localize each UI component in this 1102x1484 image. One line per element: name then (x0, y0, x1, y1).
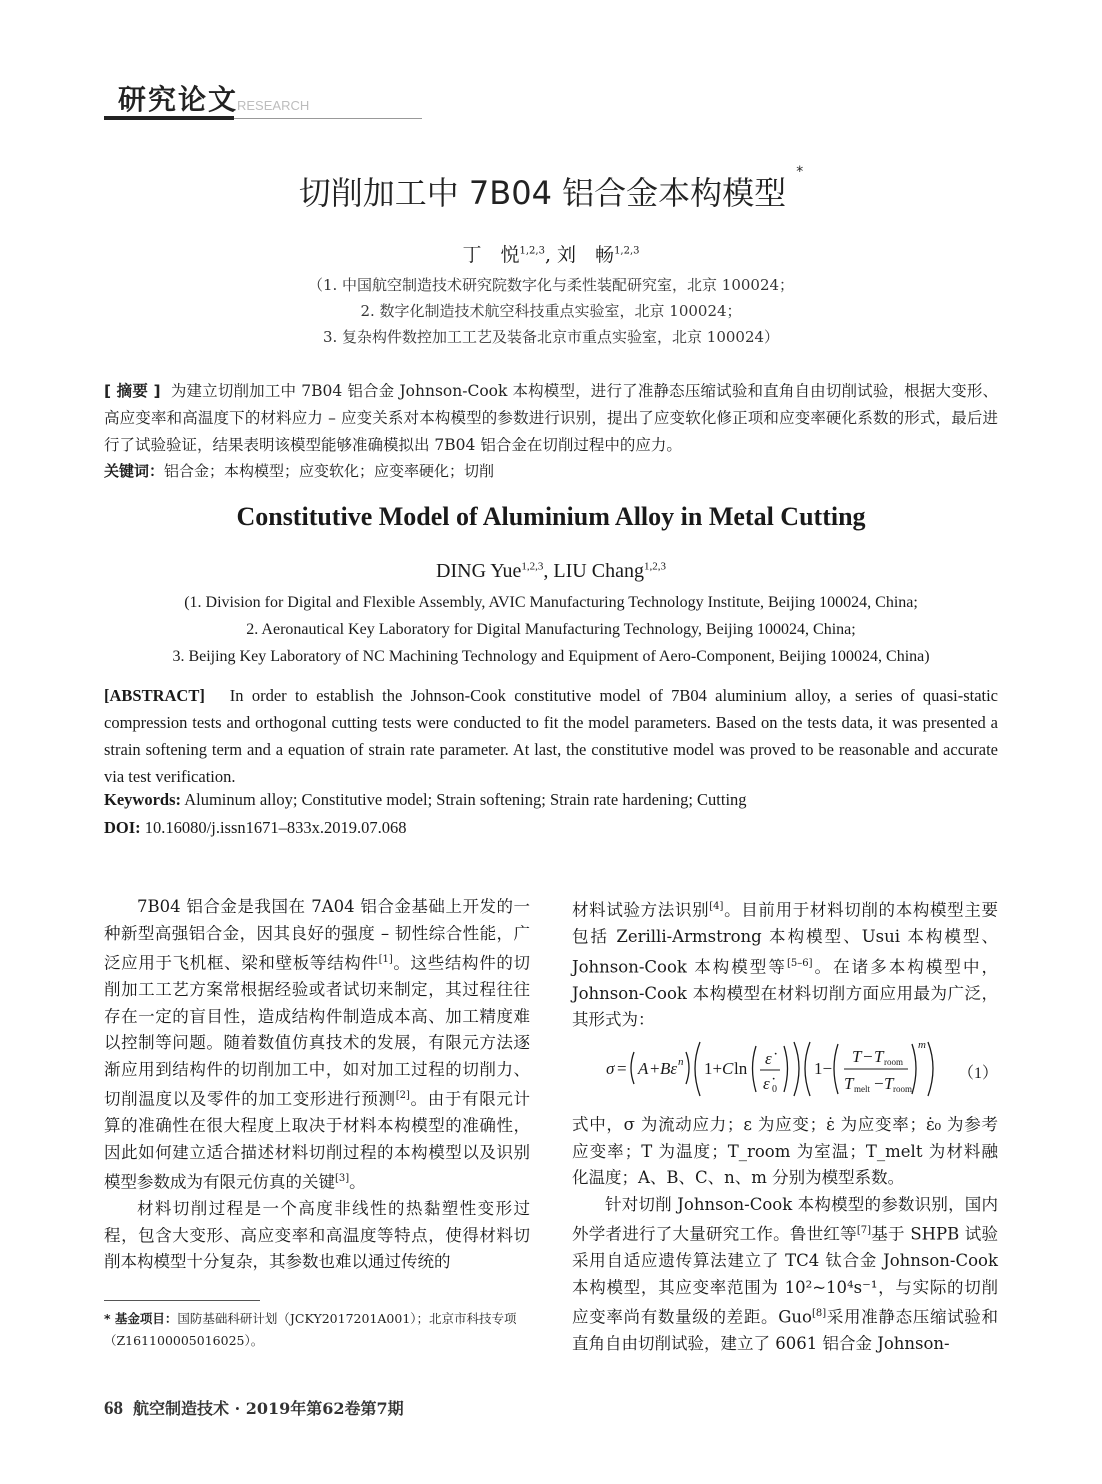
body-paragraph (104, 894, 530, 1196)
svg-text:C: C (722, 1059, 734, 1078)
fund-label: * 基金项目： (104, 1311, 178, 1326)
body-text: 基于 SHPB 试验采用自适应遗传算法建立了 TC4 钛合金 Johnson-Cook 本构模型，其应变率范围为 10²~10⁴s⁻¹，与实际的切削应变率尚有数量级的差距。Guo (572, 1224, 998, 1327)
svg-text:−: − (863, 1047, 873, 1066)
keywords-label-cn: 关键词： (104, 462, 165, 480)
body-paragraph: 式中，σ 为流动应力；ε 为应变；ε̇ 为应变率；ε̇₀ 为参考应变率；T 为温度；T_room 为室温；T_melt 为材料融化温度；A、B、C、n、m 分别为模型系数。 (572, 1115, 998, 1187)
svg-text:σ: σ (606, 1059, 615, 1078)
body-text: 。由于有限元计算的准确性在很大程度上取决于材料本构模型的准确性，因此如何建立适合描述材料切削过程的本构模型以及识别模型参数成为有限元仿真的关键 (104, 1089, 531, 1192)
svg-text:room: room (884, 1057, 903, 1067)
svg-text:ε̇: ε̇ (763, 1074, 770, 1093)
author-name-en: DING Yue (436, 560, 522, 582)
citation: [4] (709, 901, 724, 912)
svg-text:=: = (617, 1059, 627, 1078)
svg-text:0: 0 (772, 1084, 777, 1095)
affiliation-en-1: (1. Division for Digital and Flexible Assembly, AVIC Manufacturing Technology Institute, Beijing 100024, China; (184, 594, 918, 611)
page-footer (104, 1396, 404, 1420)
keywords-label-en: Keywords: (104, 790, 181, 809)
body-left-column (104, 894, 530, 1276)
doi-text: 10.16080/j.issn1671–833x.2019.07.068 (144, 818, 407, 837)
section-bar (104, 116, 234, 120)
body-text: 7B04 铝合金是我国在 7A04 铝合金基础上开发的一种新型高强铝合金，因其良好的强度 – 韧性综合性能，广泛应用于飞机框、梁和壁板等结构件 (104, 897, 530, 973)
doi (104, 818, 998, 838)
footnote-rule (104, 1300, 260, 1301)
fund-text: 国防基础科研计划（JCKY2017201A001）；北京市科技专项（Z161100005016025）。 (104, 1311, 517, 1348)
affiliation-en-3: 3. Beijing Key Laboratory of NC Machining Technology and Equipment of Aero-Component, Beijing 100024, China) (172, 648, 930, 665)
paper-title-cn (0, 164, 1102, 214)
affiliation-cn-1: （1. 中国航空制造技术研究院数字化与柔性装配研究室，北京 100024； (307, 276, 795, 294)
author-name: 刘 畅 (557, 244, 615, 266)
svg-text:−: − (874, 1074, 884, 1093)
author-sup-en: 1,2,3 (521, 560, 544, 573)
body-text: 。这些结构件的切削加工工艺方案常根据经验或者试切来制定，其过程往往存在一定的盲目性，造成结构件制造成本高、加工精度难以控制等问题。随着数值仿真技术的发展，有限元方法逐渐应用到结构件的切削加工中，如对加工过程的切削力、切削温度以及零件的加工变形进行预测 (104, 953, 531, 1109)
citation: [1] (378, 954, 393, 965)
page-number: 68 (104, 1398, 123, 1419)
svg-text:1−: 1− (814, 1059, 833, 1078)
svg-text:ln: ln (734, 1059, 748, 1078)
authors-cn: 丁 悦$^{1,2,3}$, 刘 畅$^{1,2,3}$ (462, 244, 640, 266)
keywords-text-cn: 铝合金；本构模型；应变软化；应变率硬化；切削 (164, 462, 495, 480)
author-sup: 1,2,3 (519, 245, 545, 257)
citation: [2] (395, 1090, 410, 1101)
abstract-text-cn: 为建立切削加工中 7B04 铝合金 Johnson-Cook 本构模型，进行了准静态压缩试验和直角自由切削试验，根据大变形、高应变率和高温度下的材料应力 – 应变关系对本构模型的参数进行识别，提出了应变软化修正项和应变率硬化系数的形式，最后进行了试验验证，结果表明该模型能够准确模拟出 7B04 铝合金在切削过程中的应力。 (104, 382, 999, 454)
section-label-cn: 研究论文 (118, 83, 239, 116)
keywords-cn (104, 460, 998, 481)
body-text: 采用准静态压缩试验和直角自由切削试验，建立了 6061 铝合金 Johnson- (572, 1307, 998, 1353)
svg-text:room: room (893, 1084, 912, 1094)
title-footnote-mark: * (796, 164, 804, 180)
affiliation-cn-3: 3. 复杂构件数控加工工艺及装备北京市重点实验室，北京 100024） (322, 328, 780, 346)
body-text: 针对切削 Johnson-Cook 本构模型的参数识别，国内外学者进行了大量研究工作。鲁世红等 (572, 1194, 998, 1244)
author-sup-en: 1,2,3 (643, 560, 666, 573)
svg-text:T: T (884, 1074, 894, 1093)
author-name: 丁 悦 (462, 244, 520, 266)
doi-label: DOI: (104, 818, 141, 837)
fund-footnote (104, 1308, 530, 1352)
citation: [3] (335, 1173, 350, 1184)
affiliation-cn-2: 2. 数字化制造技术航空科技重点实验室，北京 100024； (360, 302, 742, 320)
journal-info: 航空制造技术 · 2019年第62卷第7期 (133, 1399, 404, 1418)
abstract-cn (104, 378, 998, 459)
citation: [5–6] (786, 957, 813, 969)
abstract-en (104, 682, 998, 790)
section-rule (234, 118, 422, 119)
svg-text:melt: melt (854, 1084, 870, 1094)
citation: [7] (856, 1225, 872, 1236)
body-paragraph (572, 894, 998, 1034)
body-text: 。 (349, 1172, 366, 1192)
author-sup: 1,2,3 (614, 245, 640, 257)
svg-text:+: + (650, 1059, 660, 1078)
equation-graphic (572, 1034, 952, 1104)
abstract-text-en: In order to establish the Johnson-Cook constitutive model of 7B04 aluminium alloy, a series of quasi-static compression tests and orthogonal cutting tests were conducted to fit the model parameters. Based on the tests data, it was presented a strain softening term and a equation of strain rate parameter. At last, the constitutive model was proved to be reasonable and accurate via test verification. (104, 686, 999, 786)
svg-text:m: m (918, 1039, 926, 1051)
equation-number: （1） (957, 1065, 998, 1082)
svg-text:1+: 1+ (704, 1059, 723, 1078)
body-text: 材料试验方法识别 (572, 900, 710, 920)
body-paragraph: 材料切削过程是一个高度非线性的热黏塑性变形过程，包含大变形、高应变率和高温度等特点，使得材料切削本构模型十分复杂，其参数也难以通过传统的 (104, 1199, 530, 1271)
svg-text:A: A (638, 1059, 649, 1078)
svg-text:Bε: Bε (660, 1059, 678, 1078)
body-right-column-top (572, 894, 998, 1034)
body-paragraph (572, 1192, 998, 1358)
abstract-label-cn: [ 摘要 ] (104, 382, 161, 400)
svg-text:T: T (874, 1047, 884, 1066)
svg-text:T: T (844, 1074, 854, 1093)
citation: [8] (811, 1308, 827, 1319)
keywords-text-en: Aluminum alloy; Constitutive model; Strain softening; Strain rate hardening; Cutting (184, 790, 747, 809)
body-text: 。在诸多本构模型中，Johnson-Cook 本构模型在材料切削方面应用最为广泛，其形式为： (572, 957, 999, 1029)
section-label-en: RESEARCH (237, 98, 310, 113)
author-name-en: LIU Chang (553, 560, 644, 582)
svg-text:T: T (852, 1047, 862, 1066)
section-header (104, 78, 318, 120)
affiliation-en-2: 2. Aeronautical Key Laboratory for Digital Manufacturing Technology, Beijing 100024, China; (246, 621, 856, 638)
body-text: 。目前用于材料切削的本构模型主要包括 Zerilli-Armstrong 本构模型、Usui 本构模型、Johnson-Cook 本构模型等 (572, 900, 999, 976)
equation-johnson-cook (572, 1034, 998, 1104)
title-text-cn: 切削加工中 7B04 铝合金本构模型 (298, 174, 787, 212)
paper-title-en: Constitutive Model of Aluminium Alloy in Metal Cutting (236, 502, 866, 531)
keywords-en (104, 790, 998, 810)
authors-en: DING Yue$^{1,2,3}$, LIU Chang$^{1,2,3}$ (436, 560, 666, 582)
abstract-label-en: [ABSTRACT] (104, 686, 205, 705)
body-right-column-bottom (572, 1112, 998, 1358)
svg-text:ε̇: ε̇ (765, 1049, 772, 1068)
svg-text:n: n (678, 1056, 684, 1068)
